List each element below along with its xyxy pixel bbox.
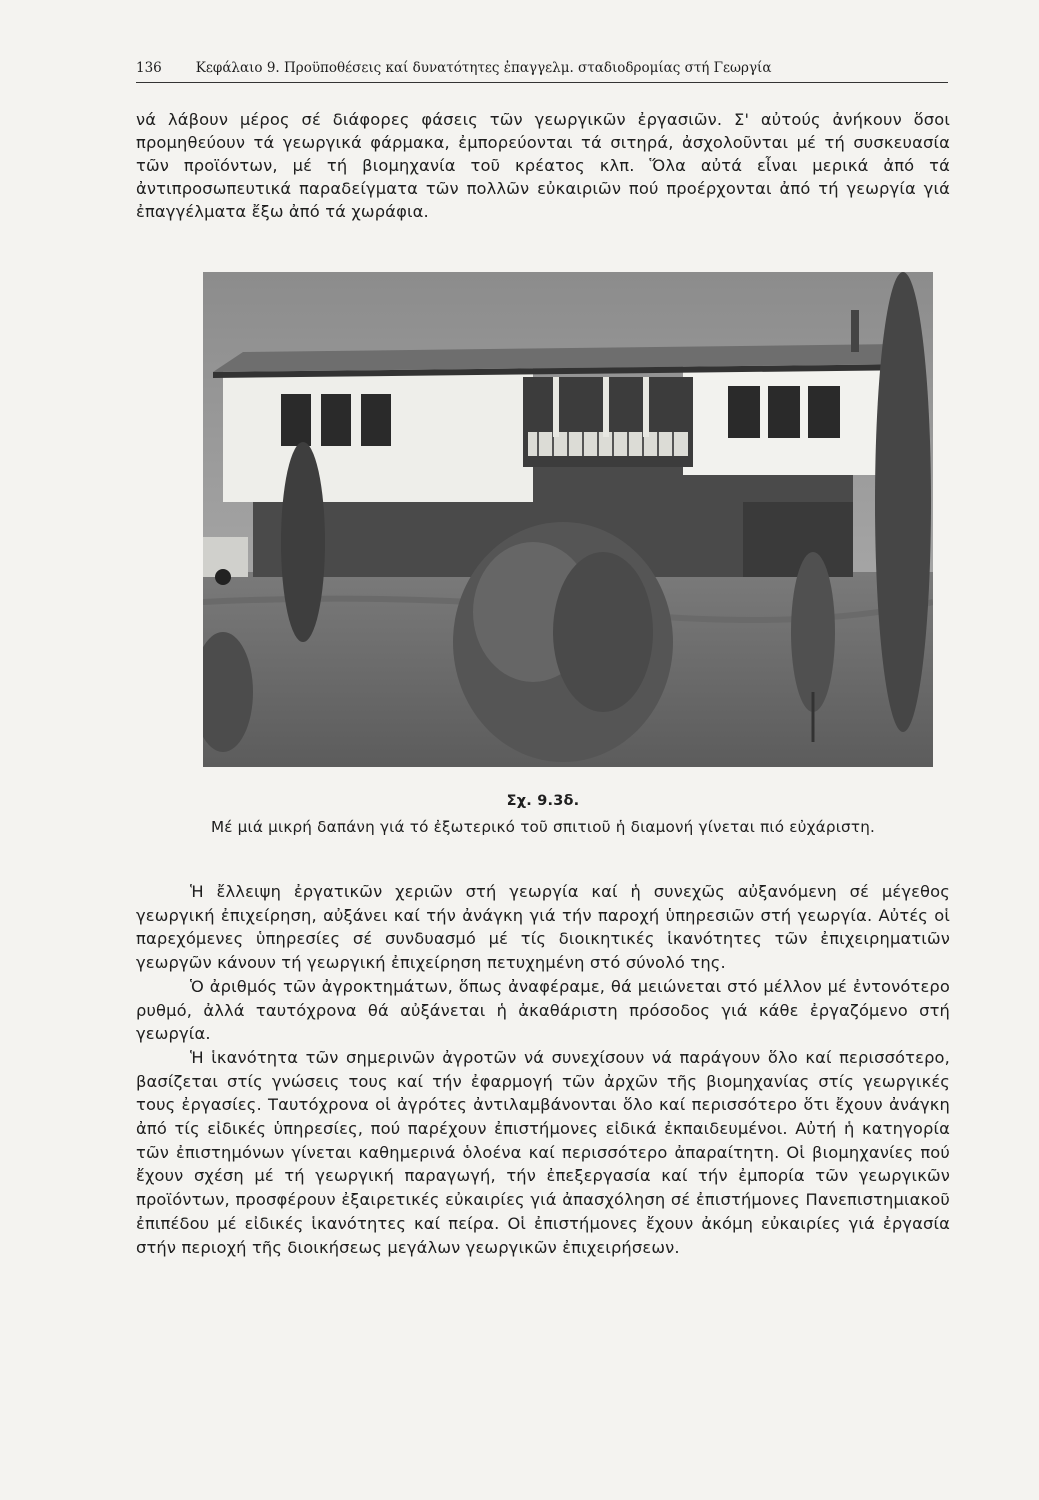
paragraph: Ἡ ἱκανότητα τῶν σημερινῶν ἀγροτῶν νά συνεχίσουν νά παράγουν ὅλο καί περισσότερο, βασίζεται στίς γνώσεις τους καί τήν ἐφαρμογή τῶν ἀρχῶν τῆς βιομηχανίας στίς γεωργικές τους ἐργασίες. Ταυτόχρονα οἱ ἀγρότες ἀντιλαμβάνονται ὅλο καί περισσότερο ὅτι ἔχουν ἀνάγκη ἀπό τίς εἰδικές ὑπηρεσίες, πού παρέχουν ἐπιστήμονες εἰδικά ἐκπαιδευμένοι. Αὐτή ἡ κατηγορία τῶν ἐπιστημόνων γίνεται καθημερινά ὁλοένα καί περισσότερο ἀπαραίτητη. Οἱ βιομηχανίες πού ἔχουν σχέση μέ τή γεωργική παραγωγή, τήν ἐπεξεργασία καί τήν ἐμπορία τῶν γεωργικῶν προϊόντων, προσφέρουν ἐξαιρετικές εὐκαιρίες γιά ἀπασχόληση σέ ἐπιστήμονες Πανεπιστημιακοῦ ἐπιπέδου μέ εἰδικές ἱκανότητες καί πείρα. Οἱ ἐπιστήμονες ἔχουν ἀκόμη εὐκαιρίες γιά ἐργασία στήν περιοχή τῆς διοικήσεως μεγάλων γεωργικῶν ἐπιχειρήσεων.: [136, 1047, 950, 1257]
body-text: [136, 880, 950, 1259]
running-header: [136, 60, 948, 83]
paragraph: Ἡ ἔλλειψη ἐργατικῶν χεριῶν στή γεωργία καί ἡ συνεχῶς αὐξανόμενη σέ μέγεθος γεωργική ἐπιχείρηση, αὐξάνει καί τήν ἀνάγκη γιά τήν παροχή ὑπηρεσιῶν στή γεωργία. Αὐτές οἱ παρεχόμενες ὑπηρεσίες σέ συνδυασμό μέ τίς διοικητικές ἱκανότητες τῶν ἐπιχειρηματιῶν γεωργῶν κάνουν τή γεωργική ἐπιχείρηση πετυχημένη στό σύνολό της.: [136, 882, 950, 973]
page-number: 136: [136, 60, 162, 76]
intro-paragraph-block: [136, 108, 950, 223]
paragraph: Ὁ ἀριθμός τῶν ἀγροκτημάτων, ὅπως ἀναφέραμε, θά μειώνεται στό μέλλον μέ ἐντονότερο ρυθμό, ἀλλά ταυτόχρονα θά αὐξάνεται ἡ ἀκαθάριστη πρόσοδος γιά κάθε ἐργαζόμενο στή γεωργία.: [136, 976, 950, 1044]
house-photo: [203, 272, 933, 767]
intro-paragraph: νά λάβουν μέρος σέ διάφορες φάσεις τῶν γεωργικῶν ἐργασιῶν. Σ' αὐτούς ἀνήκουν ὅσοι προμηθεύουν τά γεωργικά φάρμακα, ἐμπορεύονται τά σιτηρά, ἀσχολοῦνται μέ τή συσκευασία τῶν προϊόντων, μέ τή βιομηχανία τοῦ κρέατος κλπ. Ὅλα αὐτά εἶναι μερικά ἀπό τά ἀντιπροσωπευτικά παραδείγματα τῶν πολλῶν εὐκαιριῶν πού προέρχονται ἀπό τή γεωργία γιά ἐπαγγέλματα ἔξω ἀπό τά χωράφια.: [136, 110, 950, 222]
figure-caption: Μέ μιά μικρή δαπάνη γιά τό ἐξωτερικό τοῦ σπιτιοῦ ἡ διαμονή γίνεται πιό εὐχάριστη.: [210, 818, 876, 836]
running-title: Κεφάλαιο 9. Προϋποθέσεις καί δυνατότητες ἐπαγγελμ. σταδιοδρομίας στή Γεωργία: [195, 60, 772, 76]
figure-number: Σχ. 9.3δ.: [506, 793, 580, 809]
